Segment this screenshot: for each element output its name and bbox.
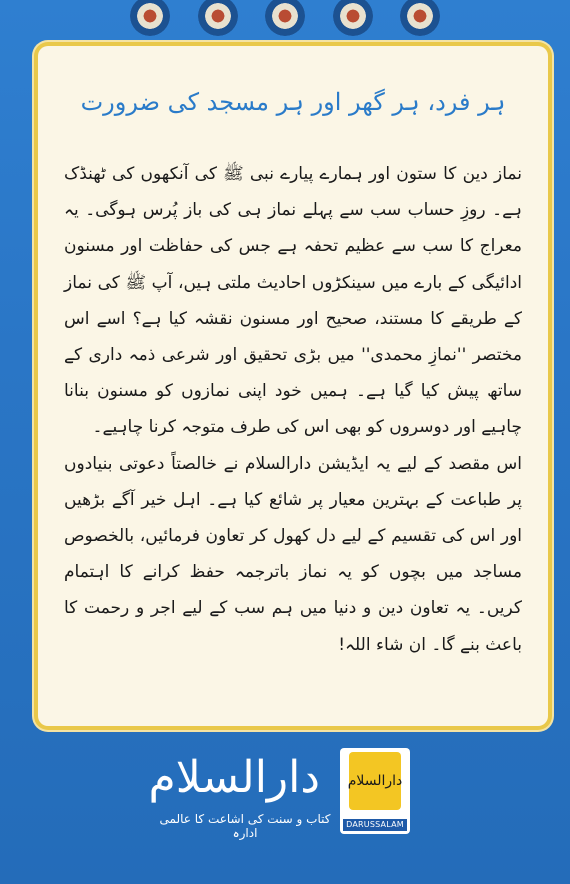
page-title: ہر فرد، ہر گھر اور ہر مسجد کی ضرورت	[80, 88, 506, 116]
brand-name: دارالسلام	[148, 752, 320, 803]
ornament-flower-icon	[265, 0, 305, 36]
ornament-flower-icon	[198, 0, 238, 36]
content-card	[38, 46, 548, 726]
footer	[0, 740, 570, 884]
logo-emblem-icon: دارالسلام	[349, 752, 401, 810]
brand-tagline: کتاب و سنت کی اشاعت کا عالمی ادارہ	[159, 812, 331, 840]
ornament-flower-icon	[400, 0, 440, 36]
ornament-flower-icon	[130, 0, 170, 36]
top-ornament	[130, 0, 440, 38]
logo-wordmark: DARUSSALAM	[343, 819, 407, 831]
paragraph-1: نماز دین کا ستون اور ہمارے پیارے نبی ﷺ کی آنکھوں کی ٹھنڈک ہے۔ روزِ حساب سب سے پہلے نماز ہی کی باز پُرس ہوگی۔ یہ معراج کا سب سے عظیم تحفہ ہے جس کی حفاظت اور مسنون ادائیگی کے بارے میں سینکڑوں احادیث ملتی ہیں، آپ ﷺ کی نماز کے طریقے کا مستند، صحیح اور مسنون نقشہ کیا ہے؟ اسے اس مختصر ''نمازِ محمدی'' میں بڑی تحقیق اور شرعی ذمہ داری کے ساتھ پیش کیا گیا ہے۔ ہمیں خود اپنی نمازوں کو مسنون بنانا چاہیے اور دوسروں کو بھی اس کی طرف متوجہ کرنا چاہیے۔	[64, 164, 522, 438]
body-text	[64, 156, 522, 663]
publisher-logo	[340, 748, 410, 834]
ornament-flower-icon	[333, 0, 373, 36]
paragraph-2: اس مقصد کے لیے یہ ایڈیشن دارالسلام نے خالصتاً دعوتی بنیادوں پر طباعت کے بہترین معیار پر شائع کیا ہے۔ اہل خیر آگے بڑھیں اور اس کی تقسیم کے لیے دل کھول کر تعاون فرمائیں، بالخصوص مساجد میں بچوں کو یہ نماز باترجمہ حفظ کرانے کا اہتمام کریں۔ یہ تعاون دین و دنیا میں ہم سب کے لیے اجر و رحمت کا باعث بنے گا۔ ان شاء اللہ!	[64, 453, 522, 655]
